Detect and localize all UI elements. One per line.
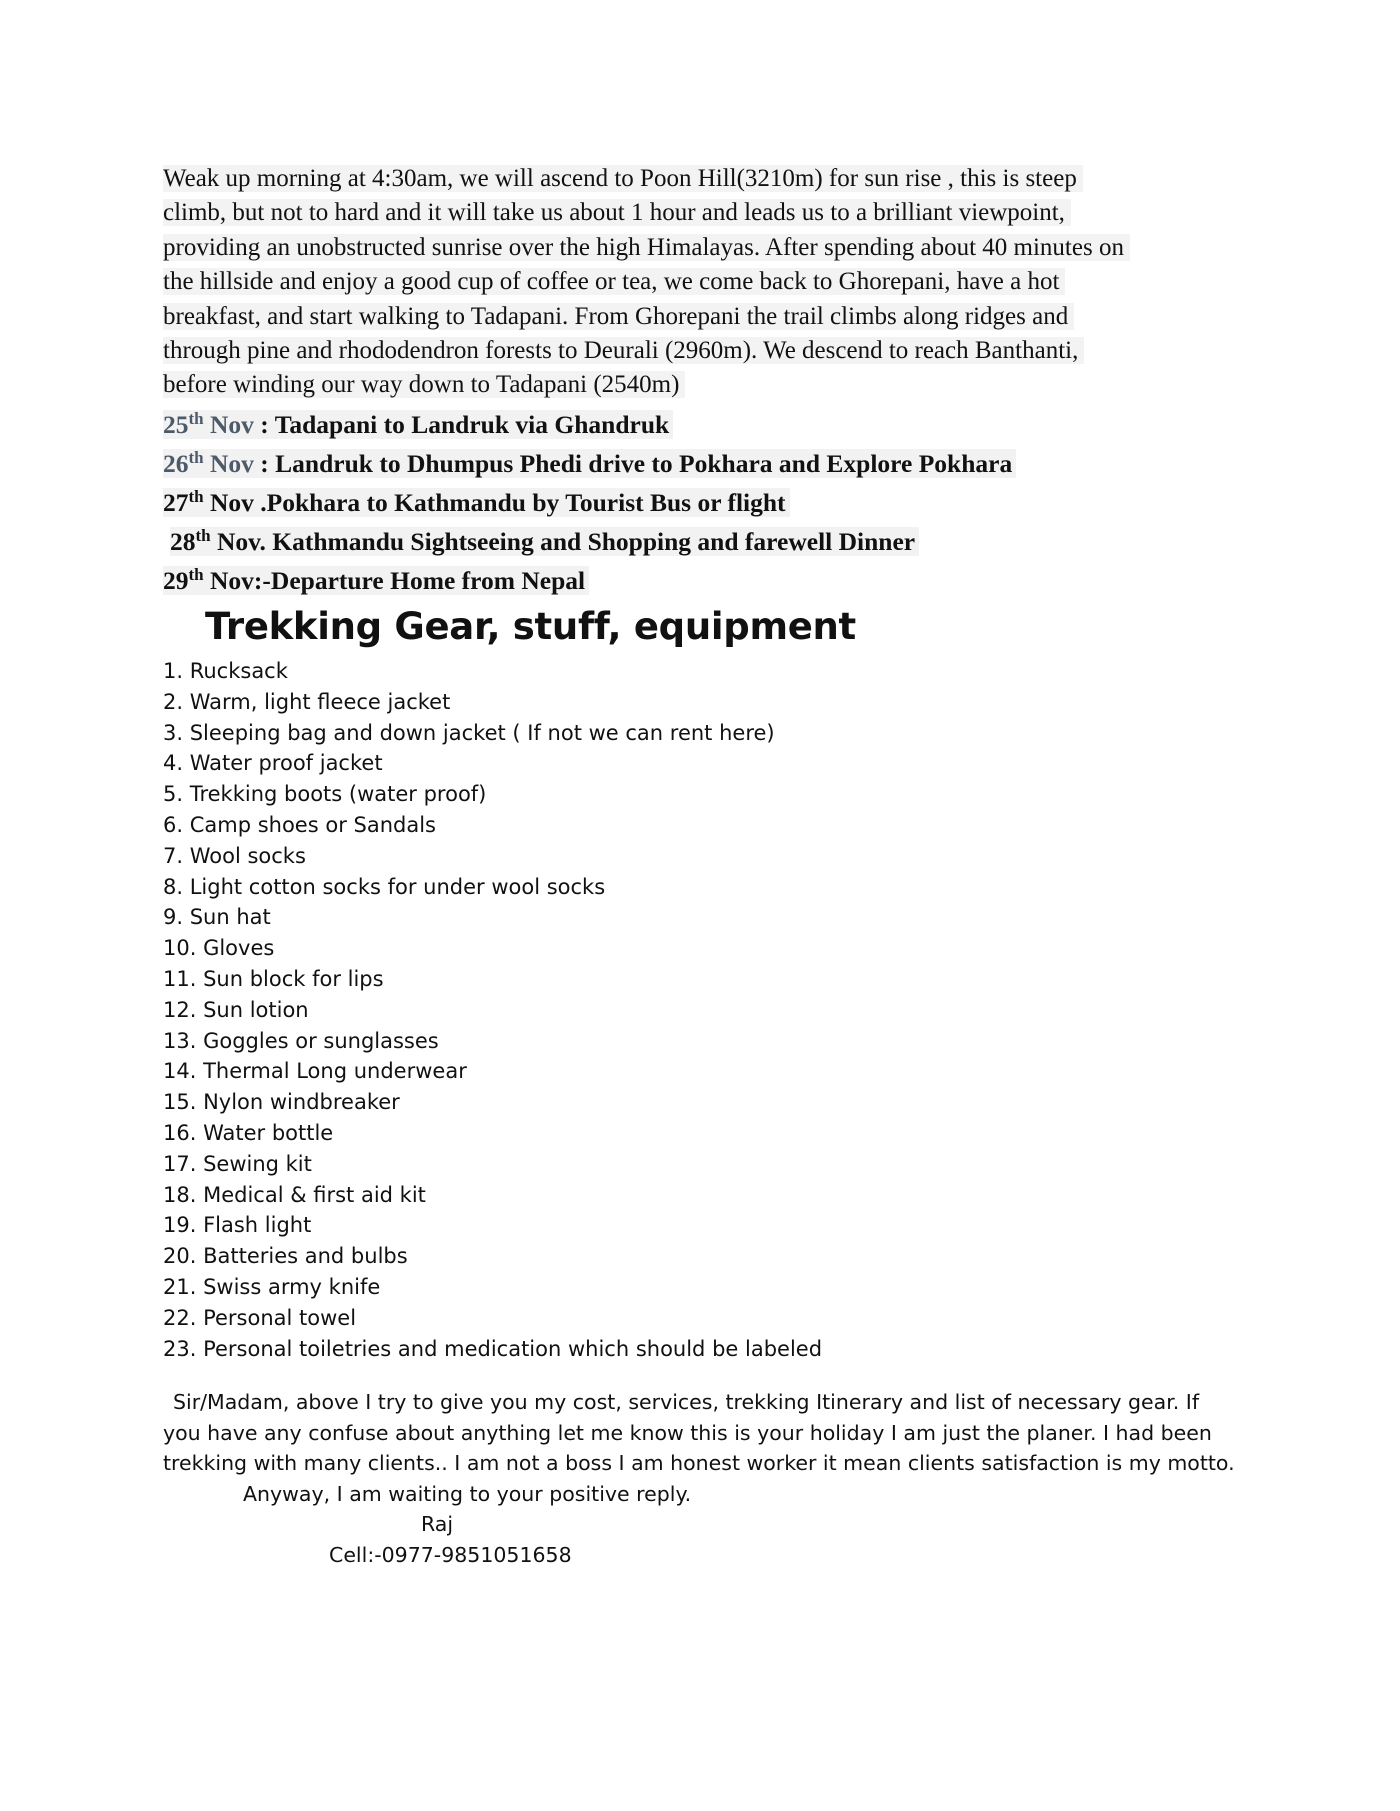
contact-phone: Cell:-0977-9851051658 — [329, 1542, 572, 1567]
gear-item: 21. Swiss army knife — [163, 1274, 381, 1299]
gear-item: 2. Warm, light fleece jacket — [163, 689, 451, 714]
itinerary-days — [163, 405, 1263, 600]
day-month: Nov — [203, 410, 254, 439]
gear-item: 1. Rucksack — [163, 659, 288, 683]
day-title: :-Departure Home from Nepal — [253, 566, 586, 595]
closing-line: Anyway, I am waiting to your positive reply. — [243, 1481, 692, 1506]
day-suffix: th — [188, 487, 204, 506]
gear-item: 18. Medical & first aid kit — [163, 1182, 426, 1207]
day-number: 28 — [170, 527, 196, 556]
gear-item: 6. Camp shoes or Sandals — [163, 812, 436, 837]
gear-heading: Trekking Gear, stuff, equipment — [205, 605, 856, 648]
day-title: .Pokhara to Kathmandu by Tourist Bus or flight — [253, 488, 786, 517]
gear-item: 12. Sun lotion — [163, 997, 309, 1022]
itinerary-day-27 — [163, 483, 1263, 522]
paragraph-line: Weak up morning at 4:30am, we will ascend to Poon Hill(3210m) for sun rise , this is steep — [163, 162, 1243, 196]
itinerary-day-29 — [163, 561, 1263, 600]
gear-list — [163, 656, 822, 1364]
day-month: Nov — [210, 527, 260, 556]
day-suffix: th — [188, 448, 204, 467]
day-suffix: th — [188, 565, 204, 584]
paragraph-line: the hillside and enjoy a good cup of coffee or tea, we come back to Ghorepani, have a hot — [163, 265, 1243, 299]
gear-item: 7. Wool socks — [163, 843, 306, 868]
day-month: Nov — [203, 488, 254, 517]
day-title: . Kathmandu Sightseeing and Shopping and farewell Dinner — [259, 527, 916, 556]
gear-item: 11. Sun block for lips — [163, 966, 384, 991]
itinerary-day-26 — [163, 444, 1263, 483]
itinerary-day-25 — [163, 405, 1263, 444]
day-number: 27 — [163, 488, 189, 517]
day-month: Nov — [203, 449, 254, 478]
gear-item: 22. Personal towel — [163, 1305, 357, 1330]
paragraph-line: through pine and rhododendron forests to Deurali (2960m). We descend to reach Banthanti, — [163, 334, 1243, 368]
signature-name: Raj — [421, 1512, 454, 1537]
gear-item: 23. Personal toiletries and medication which should be labeled — [163, 1336, 823, 1361]
paragraph-line: providing an unobstructed sunrise over the high Himalayas. After spending about 40 minutes on — [163, 231, 1243, 265]
gear-item: 8. Light cotton socks for under wool socks — [163, 874, 606, 899]
closing-line: Sir/Madam, above I try to give you my cost, services, trekking Itinerary and list of necessary gear. If — [173, 1390, 1200, 1414]
gear-item: 15. Nylon windbreaker — [163, 1090, 400, 1115]
gear-item: 16. Water bottle — [163, 1120, 334, 1145]
day-month: Nov — [203, 566, 254, 595]
closing-line: trekking with many clients.. I am not a boss I am honest worker it mean clients satisfaction is my motto. — [163, 1451, 1235, 1476]
itinerary-day-28 — [163, 522, 1263, 561]
gear-item: 5. Trekking boots (water proof) — [163, 782, 487, 807]
day-number: 29 — [163, 566, 189, 595]
paragraph-line: climb, but not to hard and it will take us about 1 hour and leads us to a brilliant viewpoint, — [163, 196, 1243, 230]
gear-item: 4. Water proof jacket — [163, 751, 383, 776]
gear-item: 17. Sewing kit — [163, 1151, 312, 1176]
day-title: : Landruk to Dhumpus Phedi drive to Pokhara and Explore Pokhara — [253, 449, 1013, 478]
day-number: 25 — [163, 410, 189, 439]
day-title: : Tadapani to Landruk via Ghandruk — [253, 410, 670, 439]
gear-item: 13. Goggles or sunglasses — [163, 1028, 439, 1053]
day-suffix: th — [188, 409, 204, 428]
closing-line: you have any confuse about anything let me know this is your holiday I am just the planer. I had been — [163, 1420, 1212, 1445]
day-suffix: th — [195, 526, 211, 545]
gear-item: 9. Sun hat — [163, 905, 271, 930]
closing-note — [163, 1387, 1253, 1571]
gear-item: 19. Flash light — [163, 1213, 312, 1238]
gear-item: 3. Sleeping bag and down jacket ( If not we can rent here) — [163, 720, 775, 745]
gear-item: 10. Gloves — [163, 936, 275, 961]
gear-item: 14. Thermal Long underwear — [163, 1059, 467, 1084]
day-number: 26 — [163, 449, 189, 478]
paragraph-line: before winding our way down to Tadapani (2540m) — [163, 368, 1243, 402]
gear-item: 20. Batteries and bulbs — [163, 1244, 408, 1269]
itinerary-day-description — [163, 162, 1243, 403]
paragraph-line: breakfast, and start walking to Tadapani. From Ghorepani the trail climbs along ridges and — [163, 300, 1243, 334]
